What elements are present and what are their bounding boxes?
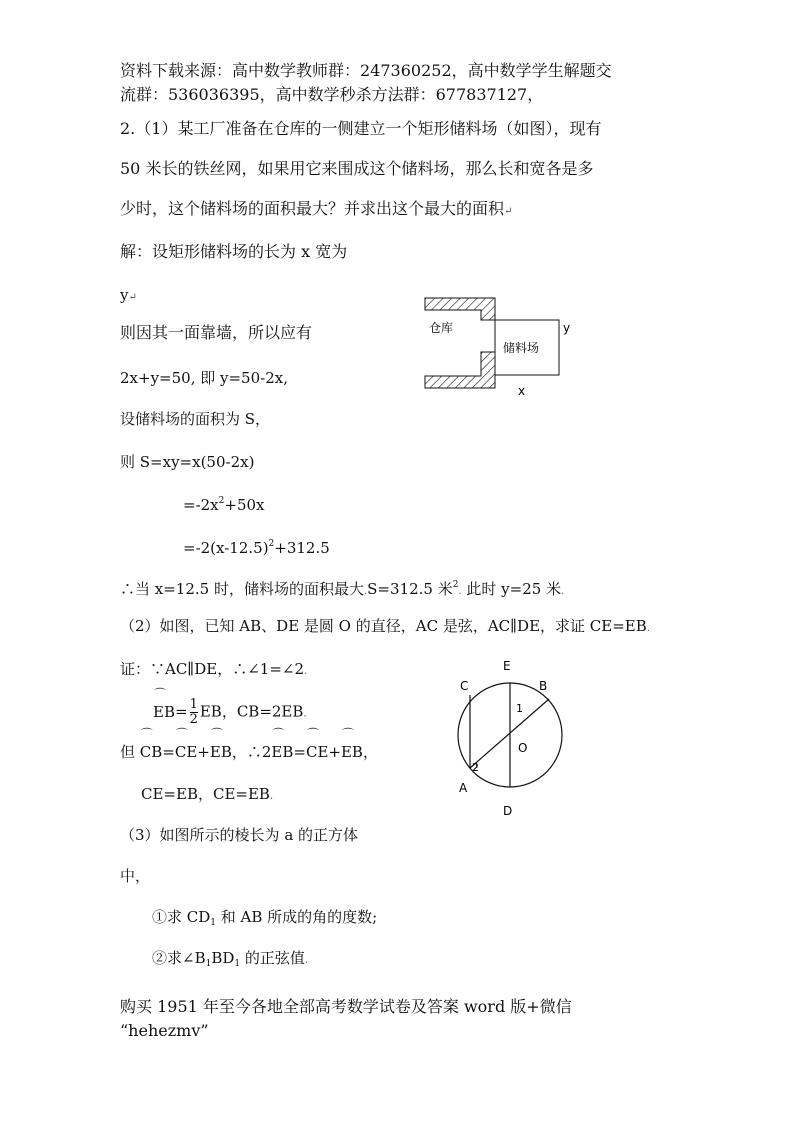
problem1-solution-line-4: 2x+y=50, 即 y=50-2x, — [120, 369, 288, 387]
problem2-proof-line-3: 但 ⌒ CB=⌒ CE+⌒ EB，∴2⌒ EB=⌒ CE+⌒ EB， — [120, 741, 378, 763]
problem1-question-line-1: 2.（1）某工厂准备在仓库的一侧建立一个矩形储料场（如图），现有 — [120, 119, 602, 138]
problem3-item-1: ①求 $CD_1$ 和 AB 所成的角的度数; — [152, 908, 378, 928]
header-line-1: 资料下载来源：高中数学教师群：247360252，高中数学学生解题交 — [120, 61, 612, 80]
problem3-item-2: ②求$\angle B_1BD_1$ 的正弦值. — [152, 949, 309, 969]
problem2-proof-line-4: CE=EB，CE=EB. — [141, 785, 274, 803]
problem1-solution-line-1: 解：设矩形储料场的长为 x 宽为 — [120, 242, 348, 261]
problem2-proof-line-1: 证：∵AC∥DE，∴∠1=∠2. — [120, 660, 308, 678]
footer-line-1: 购买 1951 年至今各地全部高考数学试卷及答案 word 版+微信 — [120, 997, 572, 1016]
warehouse-label: 仓库 — [429, 321, 454, 335]
problem1-conclusion: ∴当 x=12.5 时，储料场的面积最大.S=312.5 米$^2$. 此时 y=25 米. — [120, 580, 565, 598]
label-b: B — [539, 679, 548, 693]
problem1-solution-line-8: $=-2(x-12.5)^2+312.5$ — [183, 539, 330, 557]
problem1-solution-line-5: 设储料场的面积为 S， — [120, 410, 271, 428]
label-2: 2 — [472, 761, 479, 774]
label-c: C — [460, 679, 469, 693]
x-label: x — [518, 384, 526, 398]
problem1-solution-line-6: 则 S=xy=x(50-2x) — [120, 453, 255, 471]
problem1-question-line-3: 少时，这个储料场的面积最大？并求出这个最大的面积↵ — [120, 199, 513, 218]
label-d: D — [503, 804, 513, 818]
wall-bottom — [425, 352, 495, 388]
label-o: O — [518, 741, 528, 755]
warehouse-yard-figure — [415, 292, 585, 402]
label-a: A — [459, 781, 468, 795]
problem2-question: （2）如图，已知 AB、DE 是圆 O 的直径，AC 是弦，AC∥DE，求证 CE=EB. — [120, 617, 650, 635]
problem3-question-line-2: 中， — [120, 867, 151, 885]
header-line-2: 流群：536036395，高中数学秒杀方法群：677837127， — [120, 85, 544, 104]
yard-label: 储料场 — [503, 341, 540, 355]
wall-top — [425, 298, 495, 320]
label-1: 1 — [516, 702, 523, 715]
label-e: E — [503, 659, 511, 673]
problem1-question-line-2: 50 米长的铁丝网，如果用它来围成这个储料场，那么长和宽各是多 — [120, 159, 594, 178]
footer-line-2: “hehezmv” — [120, 1021, 209, 1040]
problem2-proof-line-2: ⌒ EB= $\frac{1}{2}$ EB，CB=2EB. — [153, 698, 307, 727]
problem1-solution-line-3: 则因其一面靠墙，所以应有 — [120, 323, 313, 342]
y-label: y — [563, 321, 571, 335]
circle-figure — [450, 655, 570, 820]
problem1-solution-line-2: y↵ — [120, 286, 137, 304]
problem1-solution-line-7: $=-2x^2+50x$ — [183, 496, 265, 514]
problem3-question-line-1: （3）如图所示的棱长为 a 的正方体 — [120, 826, 359, 844]
